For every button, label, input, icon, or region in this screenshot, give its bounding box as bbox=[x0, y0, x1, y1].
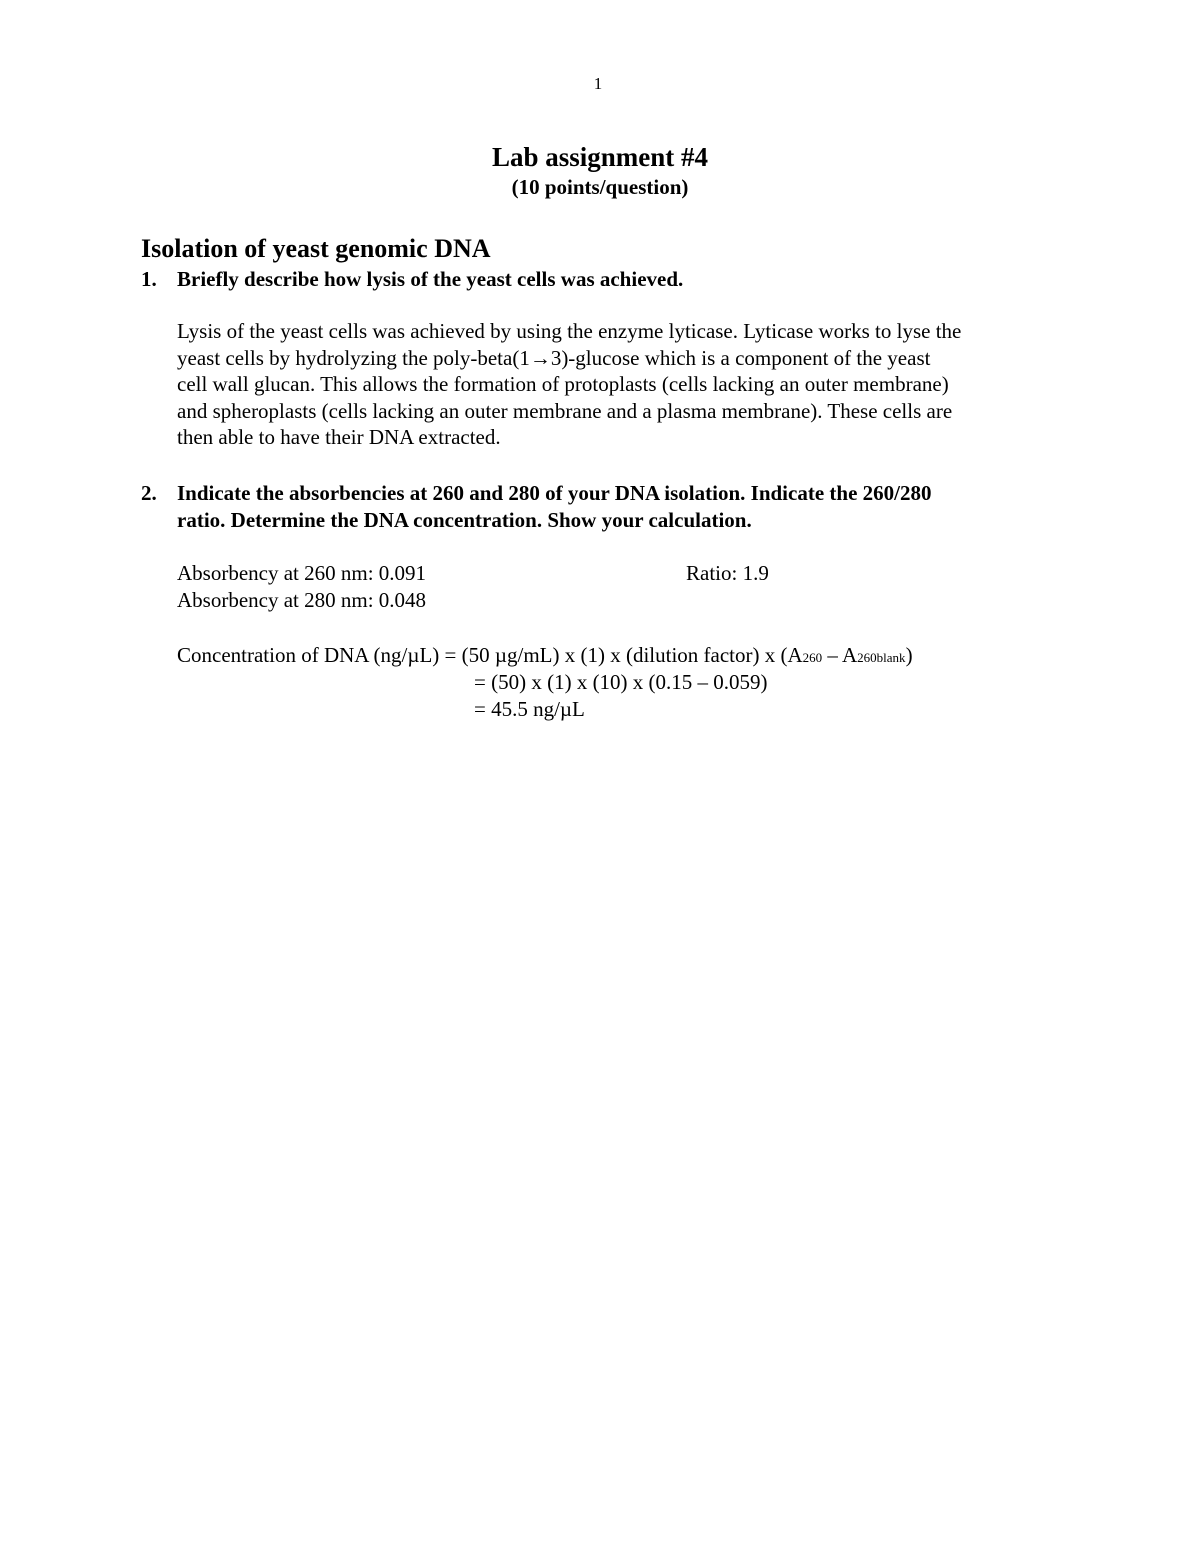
calculation-line-2: = (50) x (1) x (10) x (0.15 – 0.059) bbox=[474, 670, 768, 694]
calculation-line-3: = 45.5 ng/µL bbox=[474, 697, 585, 721]
question-2-number: 2. bbox=[141, 481, 157, 505]
question-1-answer bbox=[177, 318, 1077, 451]
calc-subscript-260blank: 260blank bbox=[857, 650, 906, 665]
absorbency-280: Absorbency at 280 nm: 0.048 bbox=[177, 588, 427, 612]
page-number: 1 bbox=[593, 74, 603, 93]
answer-line: cell wall glucan. This allows the formation of protoplasts (cells lacking an outer membrane) bbox=[177, 372, 949, 396]
document-subtitle: (10 points/question) bbox=[511, 175, 689, 199]
question-2-text-line: ratio. Determine the DNA concentration. Show your calculation. bbox=[177, 508, 752, 532]
calc-main-text: Concentration of DNA (ng/µL) = (50 µg/mL) x (1) x (dilution factor) x (A bbox=[177, 643, 803, 667]
calc-subscript-260: 260 bbox=[802, 650, 823, 665]
answer-line: yeast cells by hydrolyzing the poly-beta(1→3)-glucose which is a component of the yeast bbox=[177, 345, 931, 370]
question-2-text bbox=[177, 480, 1077, 534]
absorbency-260: Absorbency at 260 nm: 0.091 bbox=[177, 561, 427, 585]
answer-line: and spheroplasts (cells lacking an outer membrane and a plasma membrane). These cells are bbox=[177, 398, 953, 423]
question-1-text: Briefly describe how lysis of the yeast cells was achieved. bbox=[177, 267, 684, 291]
question-2-text-line: Indicate the absorbencies at 260 and 280 of your DNA isolation. Indicate the 260/280 bbox=[177, 481, 932, 505]
ratio-value: Ratio: 1.9 bbox=[686, 561, 769, 585]
calc-mid-text: – A bbox=[822, 643, 858, 667]
document-title: Lab assignment #4 bbox=[491, 142, 709, 172]
calc-end-text: ) bbox=[905, 643, 913, 667]
calculation-line-1 bbox=[177, 643, 913, 668]
section-heading: Isolation of yeast genomic DNA bbox=[141, 234, 491, 263]
answer-line: Lysis of the yeast cells was achieved by using the enzyme lyticase. Lyticase works to lyse the bbox=[177, 319, 962, 343]
question-1-number: 1. bbox=[141, 267, 157, 291]
answer-line: then able to have their DNA extracted. bbox=[177, 425, 501, 449]
